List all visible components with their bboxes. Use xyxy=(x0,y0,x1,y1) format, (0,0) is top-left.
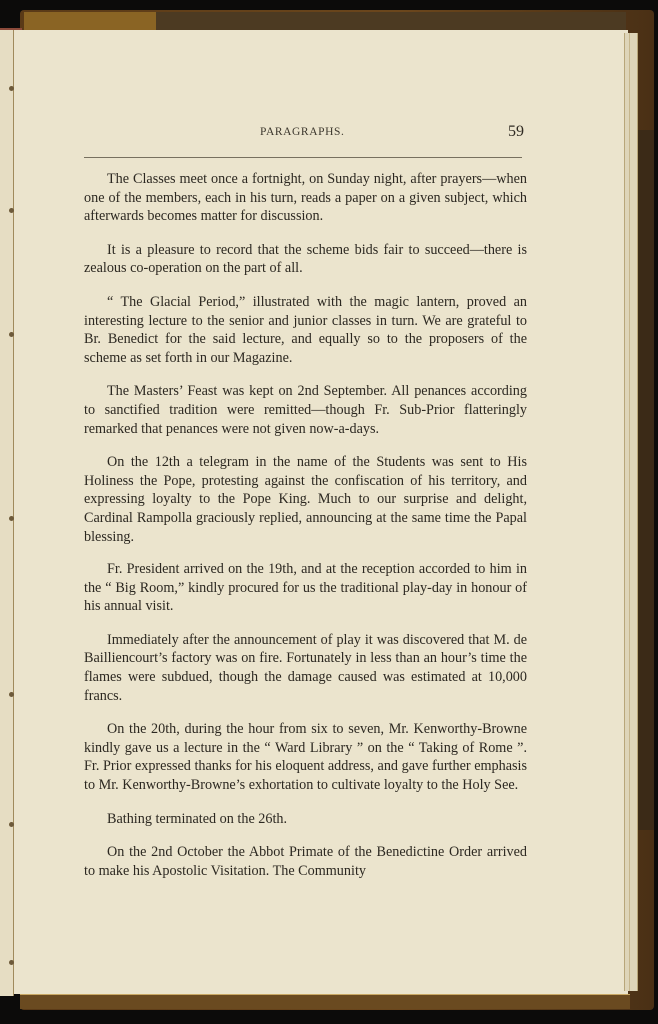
paragraph-lecture-rome: On the 20th, during the hour from six to seven, Mr. Kenworthy-Browne kindly gave us a lecture in the “ Ward Library ” on the “ Taking of Rome ”. Fr. Prior expressed thanks for his eloquent address, and gave further emphasis to Mr. Kenworthy-Browne’s exhortation to cultivate loyalty to the Holy See. xyxy=(84,721,527,794)
gutter-page-edge xyxy=(0,30,14,996)
paragraph-glacial-period: “ The Glacial Period,” illustrated with the magic lantern, proved an interesting lecture to the senior and junior classes in turn. We are grateful to Br. Benedict for the said lecture, and equally so to the proposers of the scheme as set forth in our Magazine. xyxy=(84,293,527,366)
cover-bottom-edge xyxy=(20,994,630,1009)
paragraph-abbot-primate: On the 2nd October the Abbot Primate of the Benedictine Order arrived to make his Apostolic Visitation. The Community xyxy=(84,844,527,879)
cover-top-edge xyxy=(24,12,164,30)
running-head-title: PARAGRAPHS. xyxy=(260,126,345,138)
cover-top-shadow xyxy=(156,12,626,30)
running-head xyxy=(84,123,524,146)
paragraph-masters-feast: The Masters’ Feast was kept on 2nd September. All penances according to sanctified tradition were remitted—though Fr. Sub-Prior flatteringly remarked that penances were not given now-a-days. xyxy=(84,383,527,437)
paragraph-fr-president: Fr. President arrived on the 19th, and at the reception accorded to him in the “ Big Room,” kindly procured for us the traditional play-day in honour of his annual visit. xyxy=(84,561,527,615)
page-stack-edges xyxy=(624,33,638,991)
paragraph-telegram: On the 12th a telegram in the name of the Students was sent to His Holiness the Pope, protesting against the confiscation of his territory, and expressing loyalty to the Pope King. Much to our surprise and delight, Cardinal Rampolla graciously replied, announcing at the same time the Papal blessing. xyxy=(84,454,527,545)
cover-right-edge xyxy=(638,130,654,830)
paragraph-scheme: It is a pleasure to record that the scheme bids fair to succeed—there is zealous co-operation on the part of all. xyxy=(84,241,527,277)
paragraph-classes: The Classes meet once a fortnight, on Sunday night, after prayers—when one of the members, each in his turn, reads a paper on a given subject, which afterwards becomes matter for discussion. xyxy=(84,171,527,225)
page-number: 59 xyxy=(508,123,524,140)
paragraph-bathing: Bathing terminated on the 26th. xyxy=(107,810,288,827)
body-text xyxy=(84,170,527,880)
header-rule xyxy=(84,157,522,158)
paragraph-factory-fire: Immediately after the announcement of play it was discovered that M. de Bailliencourt’s factory was on fire. Fortunately in less than an hour’s time the flames were subdued, though the damage caused was estimated at 10,000 francs. xyxy=(84,631,527,704)
